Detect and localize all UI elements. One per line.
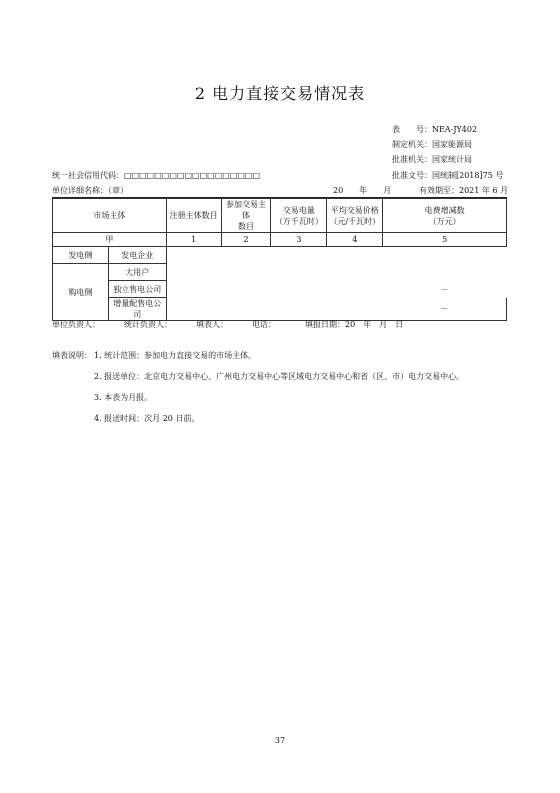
table-row [53,264,507,281]
index-row [53,233,507,247]
fee-dash: － [440,284,449,294]
approving-authority: 批准机关：国家统计局 [392,155,472,164]
header-participating-count: 参加交易主体 数目 [221,199,271,233]
header-average-price: 平均交易价格 （元/千瓦时） [327,199,383,233]
page-title: 2 电力直接交易情况表 [194,84,366,103]
index-cell: 1 [166,233,221,247]
valid-until: 有效期至：2021 年 6 月 [419,186,509,195]
index-cell: 2 [221,233,271,247]
header-registered-count: 注册主体数目 [166,199,221,233]
header-market-subject: 市场主体 [53,199,167,233]
note-item: 4. 报送时间：次月 20 日前。 [94,414,200,423]
unit-name-field: 单位详细名称：（章） [52,186,128,195]
note-item: 3. 本表为月报。 [94,393,153,402]
filler-field: 填表人： [196,320,228,329]
note-item: 1. 统计范围：参加电力直接交易的市场主体。 [94,351,257,360]
issuing-authority: 制定机关：国家能源局 [392,140,472,149]
report-period: 20 年 月 [333,186,392,195]
header-row [53,199,507,233]
phone-field: 电话： [252,320,276,329]
table-row [53,247,507,264]
header-trade-volume: 交易电量 （万千瓦时） [271,199,327,233]
table-row [53,281,507,298]
index-cell: 5 [383,233,507,247]
page-number: 37 [274,736,286,745]
table-row [53,298,507,321]
purchase-side-label: 购电侧 [53,264,109,321]
index-cell: 甲 [53,233,167,247]
stat-head-field: 统计负责人： [124,320,172,329]
credit-code-field: 统一社会信用代码：□□□□□□□□□□□□□□□□□□ [52,171,261,180]
approval-number: 批准文号：国统制[2018]75 号 [392,171,504,180]
generation-side-label: 发电侧 [53,247,109,264]
buyer-independent-retailer: 独立售电公司 [108,281,166,298]
index-cell: 3 [271,233,327,247]
buyer-large-user: 大用户 [108,264,166,281]
fee-dash: － [383,298,507,321]
fill-date-field: 填报日期：20 年 月 日 [305,320,404,329]
notes-label: 填表说明： [52,351,92,360]
trade-table [52,198,507,321]
form-number: 表 号：NEA-JY402 [392,125,478,134]
header-fee-change: 电费增减数 （万元） [383,199,507,233]
generation-enterprise-label: 发电企业 [108,247,166,264]
unit-head-field: 单位负责人： [52,320,100,329]
index-cell: 4 [327,233,383,247]
buyer-incremental-distributor: 增量配售电公司 [108,298,166,321]
note-item: 2. 报送单位：北京电力交易中心、广州电力交易中心等区域电力交易中心和省（区、市）电力交易中心。 [94,372,465,381]
